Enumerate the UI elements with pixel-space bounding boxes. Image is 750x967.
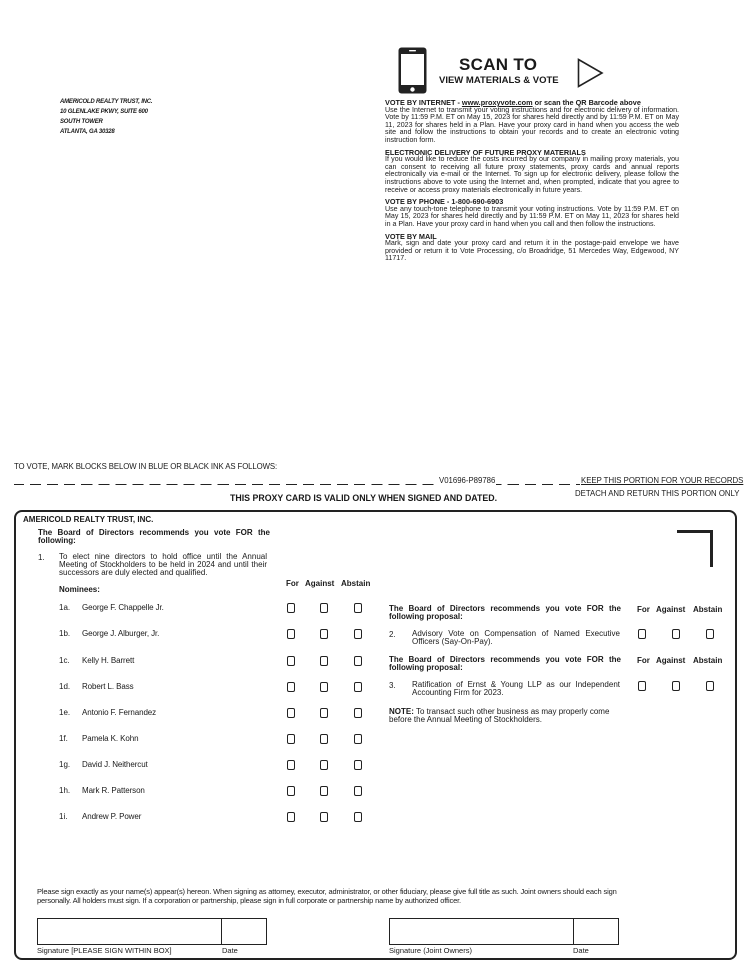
smartphone-icon	[398, 47, 427, 94]
vote-against-checkbox[interactable]	[320, 682, 328, 692]
nominee-id: 1h.	[59, 786, 71, 795]
nominee-name: Robert L. Bass	[82, 682, 134, 691]
vote-for-checkbox[interactable]	[287, 786, 295, 796]
vote-for-checkbox[interactable]	[287, 812, 295, 822]
return-address-line: ATLANTA, GA 30328	[60, 129, 115, 135]
proposal-2-for-checkbox[interactable]	[638, 629, 646, 639]
nominee-row	[59, 629, 379, 641]
signature-instructions: Please sign exactly as your name(s) appear(s) hereon. When signing as attorney, executor, administrator, or other fiduciary, please give full title as such. Joint owners should each sign personally. All holders must sign. If a corporation or partnership, please sign in full corporate or partnership name by authorized officer.	[37, 887, 617, 905]
vote-abstain-checkbox[interactable]	[354, 603, 362, 613]
vote-against-checkbox[interactable]	[320, 812, 328, 822]
nominee-row	[59, 760, 379, 772]
note-label: NOTE:	[389, 707, 414, 716]
nominee-id: 1a.	[59, 603, 71, 612]
vote-against-checkbox[interactable]	[320, 734, 328, 744]
proposal-2-text: Advisory Vote on Compensation of Named Executive Officers (Say-On-Pay).	[412, 629, 620, 646]
vote-for-checkbox[interactable]	[287, 760, 295, 770]
nominee-id: 1g.	[59, 760, 71, 769]
vote-by-internet-heading: VOTE BY INTERNET - www.proxyvote.com or scan the QR Barcode above	[385, 98, 641, 107]
nominee-row	[59, 812, 379, 824]
proposal-1-text: To elect nine directors to hold office until the Annual Meeting of Stockholders to be held in 2024 and until their successors are duly elected and qualified.	[59, 552, 267, 577]
vote-abstain-checkbox[interactable]	[354, 786, 362, 796]
column-abstain-header: Abstain	[693, 605, 723, 614]
detach-return-label: DETACH AND RETURN THIS PORTION ONLY	[575, 489, 740, 498]
proposal-3-abstain-checkbox[interactable]	[706, 681, 714, 691]
vote-for-checkbox[interactable]	[287, 603, 295, 613]
nominee-name: Mark R. Patterson	[82, 786, 145, 795]
proposal-3-text: Ratification of Ernst & Young LLP as our Independent Accounting Firm for 2023.	[412, 680, 620, 697]
vote-by-mail-heading: VOTE BY MAIL	[385, 231, 437, 241]
date-label: Date	[222, 946, 238, 955]
vote-abstain-checkbox[interactable]	[354, 734, 362, 744]
signature-field[interactable]	[37, 918, 222, 945]
note-text: NOTE: To transact such other business as may properly come before the Annual Meeting of Stockholders.	[389, 707, 610, 725]
nominee-id: 1i.	[59, 812, 68, 821]
control-number: V01696-P89786	[439, 476, 496, 485]
vote-abstain-checkbox[interactable]	[354, 629, 362, 639]
vote-abstain-checkbox[interactable]	[354, 708, 362, 718]
return-address	[60, 97, 152, 137]
vote-for-checkbox[interactable]	[287, 734, 295, 744]
proposal-2-abstain-checkbox[interactable]	[706, 629, 714, 639]
column-for-header: For	[286, 579, 299, 588]
electronic-delivery-heading: ELECTRONIC DELIVERY OF FUTURE PROXY MATERIALS	[385, 147, 586, 157]
vote-by-phone-heading: VOTE BY PHONE - 1-800-690-6903	[385, 197, 504, 207]
vote-against-checkbox[interactable]	[320, 629, 328, 639]
nominees-label: Nominees:	[59, 585, 100, 594]
date-field[interactable]	[221, 918, 267, 945]
column-for-header: For	[637, 656, 650, 665]
nominee-id: 1e.	[59, 708, 71, 717]
nominee-name: George J. Alburger, Jr.	[82, 629, 160, 638]
nominee-name: Kelly H. Barrett	[82, 656, 135, 665]
vote-by-mail-section	[385, 233, 679, 263]
vote-abstain-checkbox[interactable]	[354, 682, 362, 692]
column-for-header: For	[637, 605, 650, 614]
nominee-name: David J. Neithercut	[82, 760, 148, 769]
vote-by-internet-body: Use the Internet to transmit your voting instructions and for electronic delivery of information. Vote by 11:59 P.M. ET on May 15, 2023 for shares held directly and by 11:59 P.M. ET on May 11, 2023 for shares held in a Plan. Have your proxy card in hand when you access the web site and follow the instructions to obtain your records and to create an electronic voting instruction form.	[385, 105, 679, 144]
vote-abstain-checkbox[interactable]	[354, 760, 362, 770]
nominee-name: Antonio F. Fernandez	[82, 708, 157, 717]
column-abstain-header: Abstain	[341, 579, 371, 588]
board-recommendation-2: The Board of Directors recommends you vote FOR the following proposal:	[389, 604, 621, 622]
vote-by-mail-body: Mark, sign and date your proxy card and return it in the postage-paid envelope we have provided or return it to Vote Processing, c/o Broadridge, 51 Mercedes Way, Edgewood, NY 11717.	[385, 239, 679, 263]
vote-abstain-checkbox[interactable]	[354, 812, 362, 822]
proposal-3-for-checkbox[interactable]	[638, 681, 646, 691]
vote-by-phone-body: Use any touch-tone telephone to transmit your voting instructions. Vote by 11:59 P.M. ET on May 15, 2023 for shares held directly and by 11:59 P.M. ET on May 11, 2023 for shares held in a Plan. Have your proxy card in hand when you call and then follow the instructions.	[385, 204, 679, 228]
vote-for-checkbox[interactable]	[287, 708, 295, 718]
vote-against-checkbox[interactable]	[320, 786, 328, 796]
column-against-header: Against	[305, 579, 335, 588]
card-company-name: AMERICOLD REALTY TRUST, INC.	[23, 515, 154, 524]
vote-against-checkbox[interactable]	[320, 760, 328, 770]
proposal-3-against-checkbox[interactable]	[672, 681, 680, 691]
nominee-id: 1f.	[59, 734, 68, 743]
vote-for-checkbox[interactable]	[287, 629, 295, 639]
electronic-delivery-body: If you would like to reduce the costs incurred by our company in mailing proxy materials, you can consent to receiving all future proxy statements, proxy cards and annual reports electronically via e-mail or the Internet. To sign up for electronic delivery, please follow the instructions above to vote using the Internet and, when prompted, indicate that you agree to receive or access proxy materials electronically in future years.	[385, 155, 679, 194]
voting-instructions	[385, 99, 679, 267]
vote-by-internet-section	[385, 99, 679, 145]
electronic-delivery-section	[385, 149, 679, 195]
valid-notice: THIS PROXY CARD IS VALID ONLY WHEN SIGNED AND DATED.	[230, 493, 498, 503]
nominee-id: 1b.	[59, 629, 71, 638]
nominee-row	[59, 734, 379, 746]
joint-signature-field[interactable]	[389, 918, 574, 945]
joint-date-field[interactable]	[573, 918, 619, 945]
nominee-name: George F. Chappelle Jr.	[82, 603, 164, 612]
nominee-row	[59, 786, 379, 798]
joint-signature-label: Signature (Joint Owners)	[389, 946, 472, 955]
corner-registration-mark	[677, 530, 713, 567]
scan-subtitle: VIEW MATERIALS & VOTE	[439, 75, 559, 86]
keep-portion-label: KEEP THIS PORTION FOR YOUR RECORDS	[581, 476, 744, 485]
joint-date-label: Date	[573, 946, 589, 955]
nominee-row	[59, 708, 379, 720]
column-against-header: Against	[656, 605, 686, 614]
board-recommendation-3: The Board of Directors recommends you vote FOR the following proposal:	[389, 655, 621, 673]
nominee-id: 1d.	[59, 682, 71, 691]
return-address-line: SOUTH TOWER	[60, 119, 103, 125]
nominee-name: Pamela K. Kohn	[82, 734, 139, 743]
nominee-row	[59, 603, 379, 615]
column-against-header: Against	[656, 656, 686, 665]
nominee-name: Andrew P. Power	[82, 812, 142, 821]
signature-label: Signature [PLEASE SIGN WITHIN BOX]	[37, 946, 172, 955]
vote-against-checkbox[interactable]	[320, 656, 328, 666]
proxyvote-link[interactable]: www.proxyvote.com	[461, 98, 533, 107]
proposal-1-number: 1.	[38, 553, 45, 562]
nominee-row	[59, 682, 379, 694]
return-address-line: AMERICOLD REALTY TRUST, INC.	[60, 99, 153, 105]
board-recommendation-1: The Board of Directors recommends you vote FOR the following:	[38, 528, 270, 546]
play-triangle-icon	[577, 58, 604, 88]
proposal-2-number: 2.	[389, 630, 396, 639]
return-address-line: 10 GLENLAKE PKWY, SUITE 600	[60, 109, 148, 115]
proposal-2-against-checkbox[interactable]	[672, 629, 680, 639]
vote-against-checkbox[interactable]	[320, 603, 328, 613]
nominee-id: 1c.	[59, 656, 70, 665]
vote-for-checkbox[interactable]	[287, 682, 295, 692]
vote-for-checkbox[interactable]	[287, 656, 295, 666]
vote-abstain-checkbox[interactable]	[354, 656, 362, 666]
scan-title: SCAN TO	[459, 55, 538, 74]
nominee-row	[59, 656, 379, 668]
column-abstain-header: Abstain	[693, 656, 723, 665]
proposal-3-number: 3.	[389, 681, 396, 690]
vote-by-phone-section	[385, 198, 679, 228]
to-vote-instruction: TO VOTE, MARK BLOCKS BELOW IN BLUE OR BLACK INK AS FOLLOWS:	[14, 462, 278, 471]
vote-against-checkbox[interactable]	[320, 708, 328, 718]
